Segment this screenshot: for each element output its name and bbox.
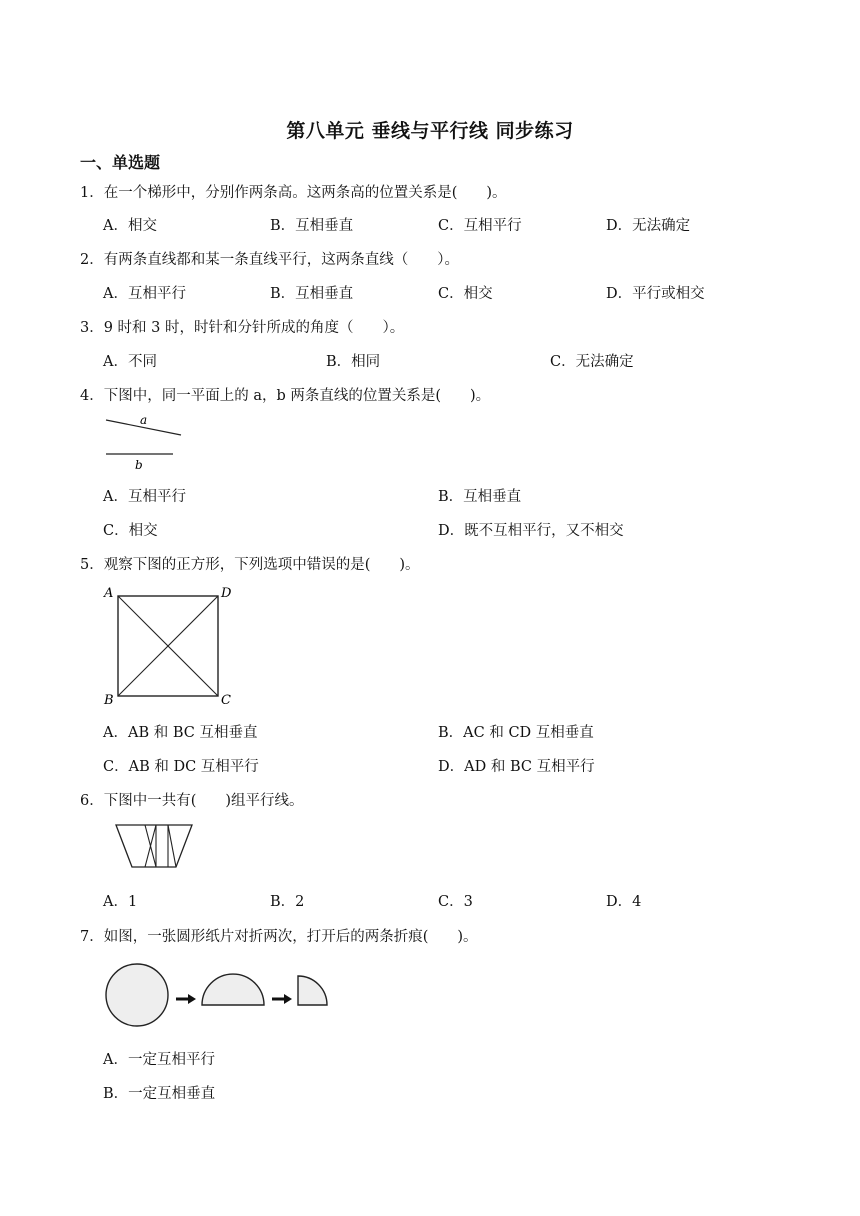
q4-lines-figure: [100, 410, 190, 474]
half-circle: [202, 974, 264, 1005]
question-6-stem: 6．下图中一共有( )组平行线。: [80, 793, 304, 809]
q2-option-a[interactable]: A．互相平行: [103, 286, 186, 302]
vertex-c-label: C: [221, 693, 231, 708]
question-3-stem: 3．9 时和 3 时，时针和分针所成的角度（ ）。: [80, 320, 405, 336]
q5-option-b[interactable]: B．AC 和 CD 互相垂直: [438, 725, 594, 741]
q2-option-b[interactable]: B．互相垂直: [270, 286, 354, 302]
q6-trapezoid-figure: [112, 822, 196, 870]
q3-option-c[interactable]: C．无法确定: [550, 354, 634, 370]
inner-line-5: [168, 825, 176, 867]
q4-option-b[interactable]: B．互相垂直: [438, 489, 522, 505]
label-b: b: [135, 458, 143, 472]
question-5-stem: 5．观察下图的正方形，下列选项中错误的是( )。: [80, 557, 420, 573]
label-a: a: [140, 413, 148, 427]
q1-option-c[interactable]: C．互相平行: [438, 218, 522, 234]
section-heading: 一、单选题: [80, 153, 161, 172]
q2-option-c[interactable]: C．相交: [438, 286, 493, 302]
q4-option-a[interactable]: A．互相平行: [103, 489, 186, 505]
q6-option-b[interactable]: B．2: [270, 894, 305, 910]
paper-circle: [106, 964, 168, 1026]
q4-option-c[interactable]: C．相交: [103, 523, 158, 539]
q4-option-d[interactable]: D．既不互相平行，又不相交: [438, 523, 624, 539]
arrow-2-head: [284, 994, 292, 1004]
q5-square-figure: [100, 582, 240, 710]
vertex-b-label: B: [104, 693, 114, 708]
q7-option-b[interactable]: B．一定互相垂直: [103, 1086, 216, 1102]
q1-option-a[interactable]: A．相交: [103, 218, 157, 234]
vertex-a-label: A: [104, 586, 114, 601]
q6-option-a[interactable]: A．1: [103, 894, 138, 910]
q5-option-c[interactable]: C．AB 和 DC 互相平行: [103, 759, 259, 775]
q3-option-a[interactable]: A．不同: [103, 354, 157, 370]
q6-option-c[interactable]: C．3: [438, 894, 473, 910]
question-1-stem: 1．在一个梯形中，分别作两条高。这两条高的位置关系是( )。: [80, 185, 507, 201]
question-7-stem: 7．如图，一张圆形纸片对折两次，打开后的两条折痕( )。: [80, 929, 478, 945]
arrow-1-head: [188, 994, 196, 1004]
q1-option-b[interactable]: B．互相垂直: [270, 218, 354, 234]
q1-option-d[interactable]: D．无法确定: [606, 218, 691, 234]
q5-option-a[interactable]: A．AB 和 BC 互相垂直: [103, 725, 258, 741]
vertex-d-label: D: [221, 586, 232, 601]
question-2-stem: 2．有两条直线都和某一条直线平行，这两条直线（ ）。: [80, 252, 459, 268]
q7-folding-figure: [100, 960, 336, 1032]
q7-option-a[interactable]: A．一定互相平行: [103, 1052, 215, 1068]
question-4-stem: 4．下图中，同一平面上的 a，b 两条直线的位置关系是( )。: [80, 388, 491, 404]
q6-option-d[interactable]: D．4: [606, 894, 642, 910]
q2-option-d[interactable]: D．平行或相交: [606, 286, 705, 302]
page-title: 第八单元 垂线与平行线 同步练习: [286, 120, 574, 142]
quarter-circle: [298, 976, 327, 1005]
q5-option-d[interactable]: D．AD 和 BC 互相平行: [438, 759, 595, 775]
q3-option-b[interactable]: B．相同: [326, 354, 381, 370]
